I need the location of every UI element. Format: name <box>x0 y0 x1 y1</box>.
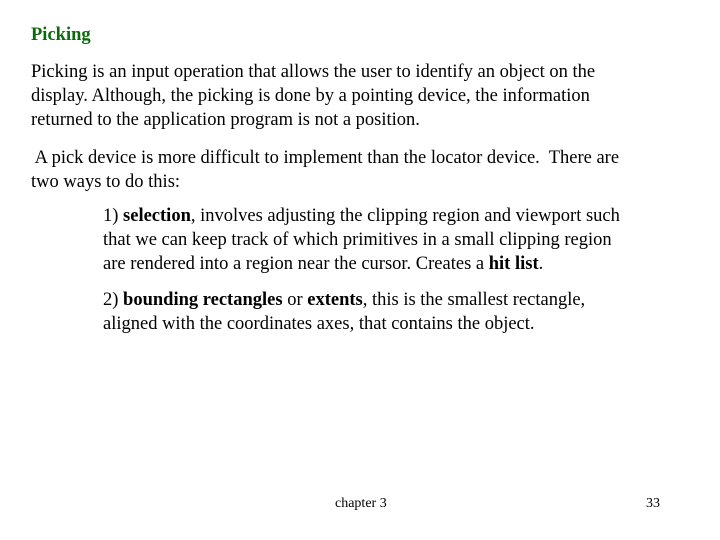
text-fragment: . <box>538 254 544 274</box>
text-fragment: or <box>282 290 308 310</box>
text-line: aligned with the coordinates axes, that contains the object. <box>103 314 535 334</box>
term-hit-list: hit list <box>488 254 539 274</box>
text-line <box>103 204 620 228</box>
term-selection: selection <box>123 206 191 226</box>
text-line: returned to the application program is not a position. <box>31 110 420 130</box>
list-item-number: 2) <box>103 290 124 310</box>
list-item-selection <box>103 204 620 276</box>
page-number: 33 <box>646 496 660 511</box>
text-fragment: , involves adjusting the clipping region and viewport such <box>190 206 620 226</box>
text-line <box>103 288 585 312</box>
text-fragment: are rendered into a region near the cursor. Creates a <box>103 254 489 274</box>
footer-chapter: chapter 3 <box>335 496 387 511</box>
list-item-number: 1) <box>103 206 124 226</box>
text-line: A pick device is more difficult to implement than the locator device. There are <box>31 148 620 168</box>
text-line: two ways to do this: <box>31 172 181 192</box>
list-item-bounding-rectangles <box>103 288 585 336</box>
text-line: Picking is an input operation that allows the user to identify an object on the <box>31 62 596 82</box>
text-line: that we can keep track of which primitives in a small clipping region <box>103 230 612 250</box>
term-extents: extents <box>307 290 363 310</box>
slide-title: Picking <box>31 25 91 45</box>
text-line: display. Although, the picking is done by a pointing device, the information <box>31 86 590 106</box>
paragraph-picking-definition <box>31 60 595 132</box>
text-fragment: , this is the smallest rectangle, <box>362 290 586 310</box>
term-bounding-rectangles: bounding rectangles <box>123 290 283 310</box>
paragraph-pick-device <box>31 146 619 194</box>
text-line <box>103 252 620 276</box>
